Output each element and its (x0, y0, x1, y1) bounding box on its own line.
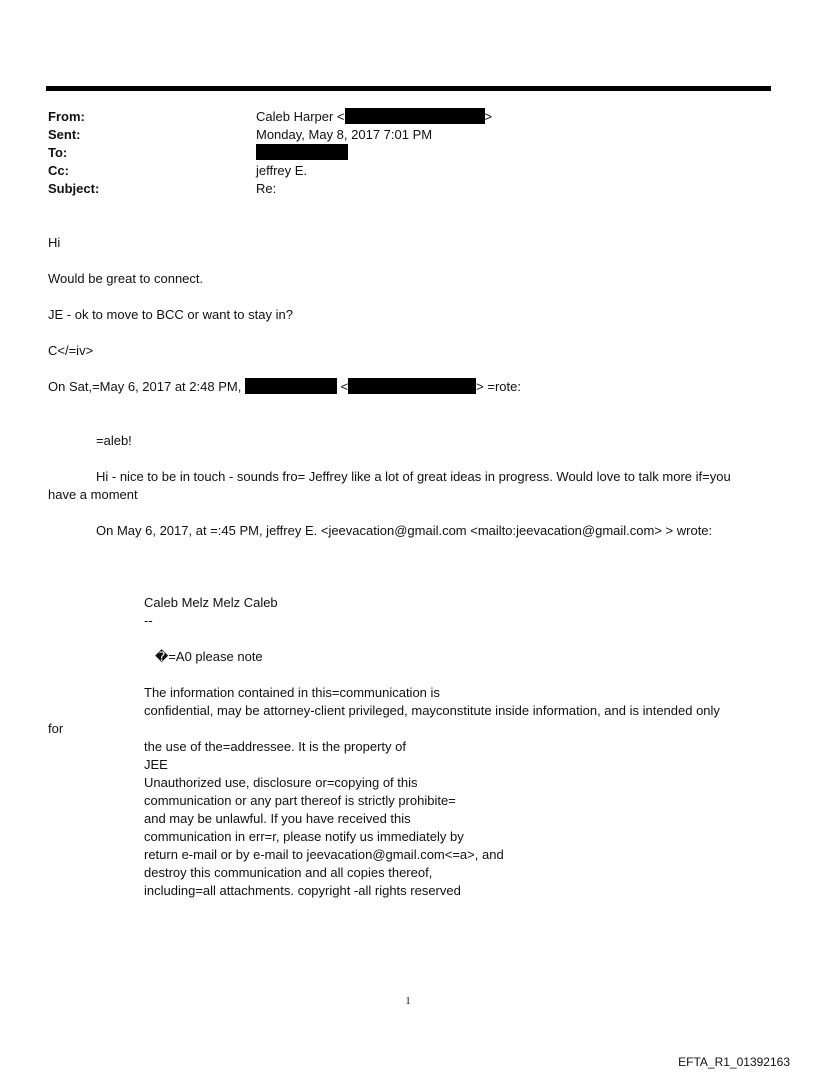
cc-label: Cc: (48, 163, 69, 178)
disclaimer-for: for (48, 721, 64, 736)
from-close: > (484, 109, 493, 124)
disclaimer-line-2: confidential, may be attorney-client privileged, mayconstitute inside information, and is intended only (144, 703, 720, 718)
disclaimer-line-5: Unauthorized use, disclosure or=copying of this (144, 775, 418, 790)
from-label: From: (48, 109, 85, 124)
please-note: �=A0 please note (155, 649, 263, 664)
redacted-recipient (256, 144, 348, 160)
greeting: Hi (48, 235, 61, 250)
disclaimer-line-6: communication or any part thereof is strictly prohibite= (144, 793, 456, 808)
redacted-sender-email (348, 378, 476, 394)
reply-salutation: =aleb! (96, 433, 132, 448)
disclaimer-line-7: and may be unlawful. If you have received this (144, 811, 411, 826)
disclaimer-line-8: communication in err=r, please notify us immediately by (144, 829, 464, 844)
redacted-sender-name (245, 378, 337, 394)
to-value (256, 144, 348, 162)
document-id: EFTA_R1_01392163 (678, 1055, 790, 1069)
cc-value: jeffrey E. (256, 163, 308, 178)
subject-value: Re: (256, 181, 277, 196)
reply-line-1: Hi - nice to be in touch - sounds fro= Jeffrey like a lot of great ideas in progress. Would love to talk more if=you (96, 469, 731, 484)
sent-value: Monday, May 8, 2017 7:01 PM (256, 127, 433, 142)
signature-dash: -- (144, 613, 153, 628)
quote-1-suffix: > =rote: (476, 379, 521, 394)
quote-1-prefix: On Sat,=May 6, 2017 at 2:48 PM, (48, 379, 242, 394)
body-line-3: C</=iv> (48, 343, 94, 358)
subject-label: Subject: (48, 181, 100, 196)
reply-line-2: have a moment (48, 487, 138, 502)
disclaimer-line-1: The information contained in this=communication is (144, 685, 440, 700)
disclaimer-line-10: destroy this communication and all copies thereof, (144, 865, 433, 880)
to-label: To: (48, 145, 68, 160)
disclaimer-line-11: including=all attachments. copyright -all rights reserved (144, 883, 461, 898)
signature-name: Caleb Melz Melz Caleb (144, 595, 278, 610)
body-line-1: Would be great to connect. (48, 271, 204, 286)
header-rule (46, 86, 771, 91)
quote-header-1 (48, 378, 521, 396)
quote-header-2: On May 6, 2017, at =:45 PM, jeffrey E. <jeevacation@gmail.com <mailto:jeevacation@gmail.com> > wrote: (96, 523, 713, 538)
disclaimer-line-4: JEE (144, 757, 168, 772)
sent-label: Sent: (48, 127, 81, 142)
redacted-email-from (345, 108, 485, 124)
email-header (48, 108, 768, 198)
from-value (256, 108, 492, 126)
body-line-2: JE - ok to move to BCC or want to stay in? (48, 307, 293, 322)
quote-1-lt: < (340, 379, 349, 394)
disclaimer-line-9: return e-mail or by e-mail to jeevacation@gmail.com<=a>, and (144, 847, 504, 862)
disclaimer-line-3: the use of the=addressee. It is the property of (144, 739, 406, 754)
page-number: 1 (405, 995, 411, 1007)
from-name: Caleb Harper < (256, 109, 345, 124)
